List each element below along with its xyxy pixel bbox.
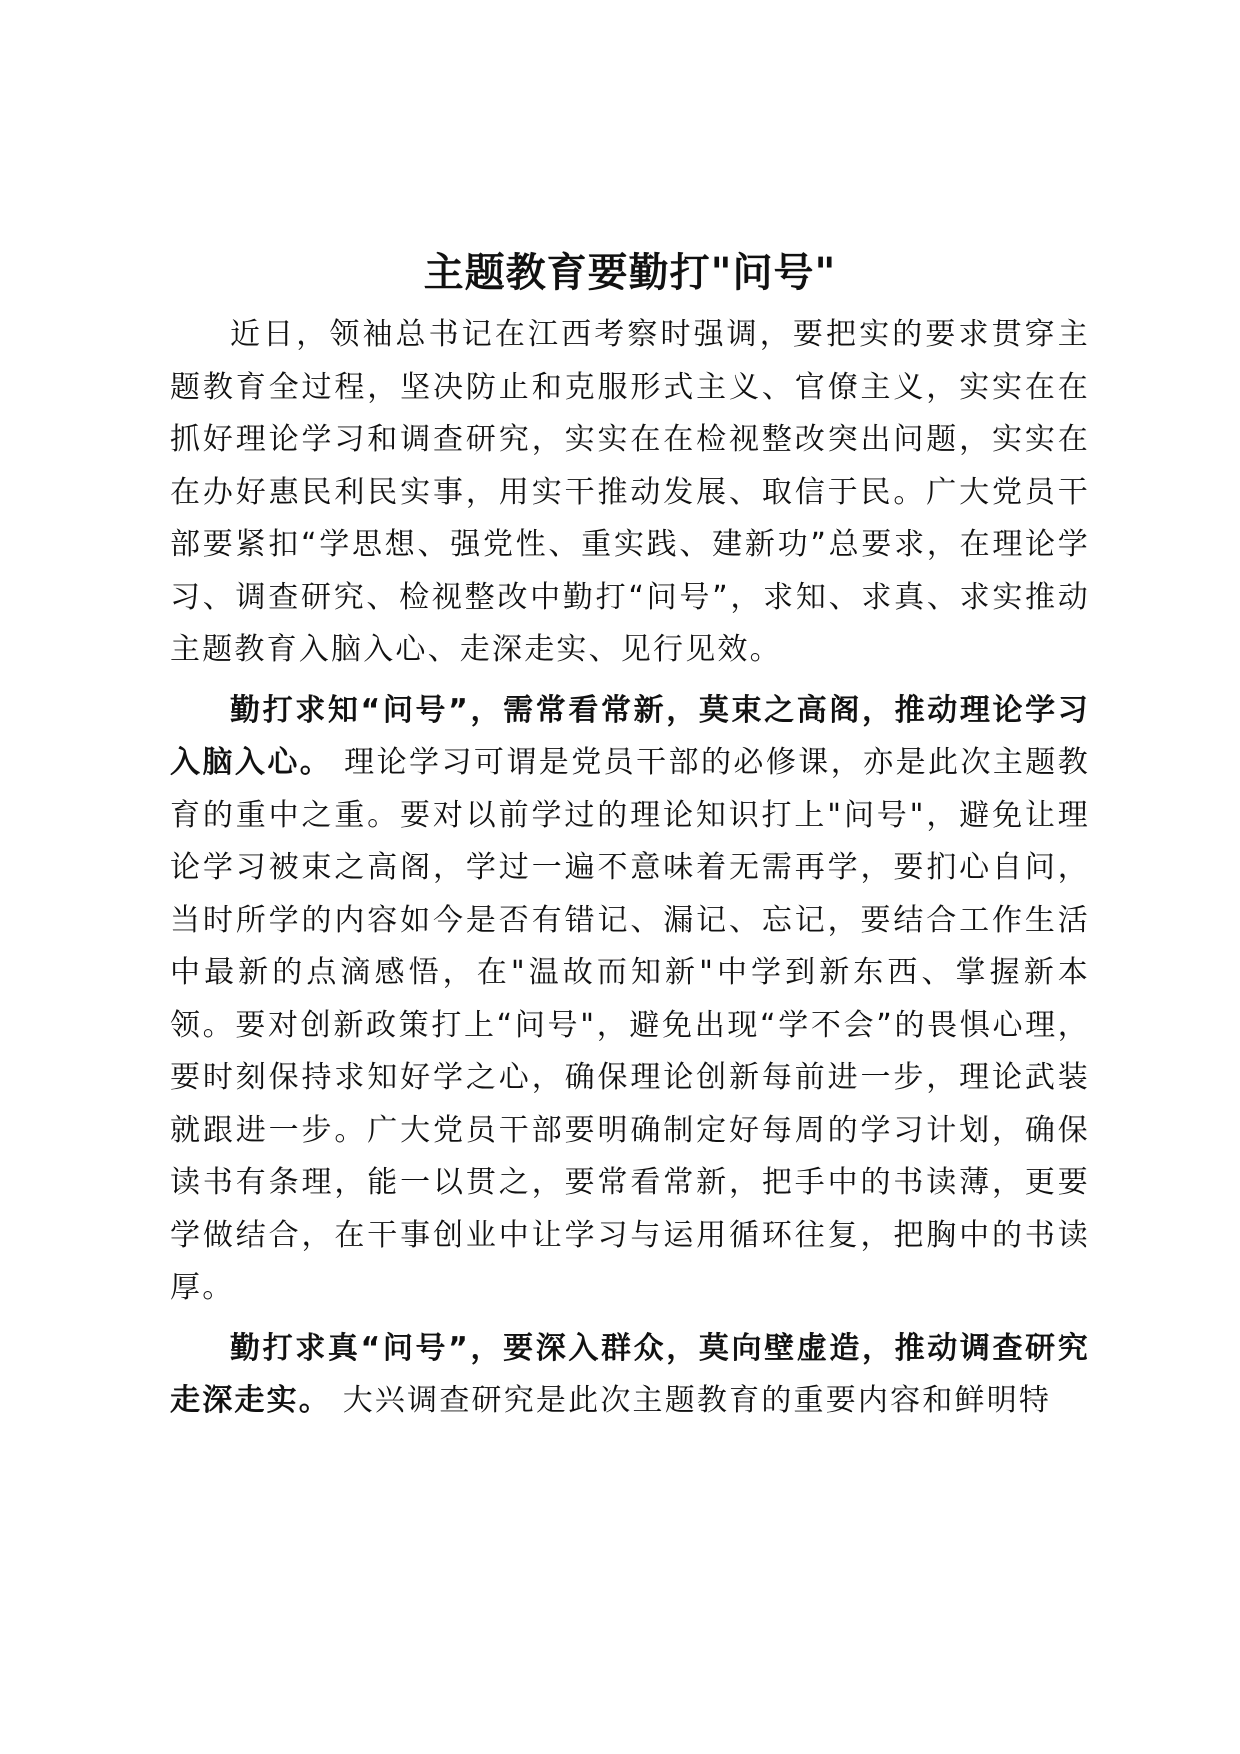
section-lead-knowledge: 勤打求知“问号”，需常看常新，莫束之高阁，推动理论学习入脑入心。 [170, 692, 1090, 780]
section-body-truth: 大兴调查研究是此次主题教育的重要内容和鲜明特 [331, 1383, 1052, 1418]
article-title: 主题教育要勤打"问号" [423, 250, 837, 296]
intro-paragraph: 近日，领袖总书记在江西考察时强调，要把实的要求贯穿主题教育全过程，坚决防止和克服形式主义、官僚主义，实实在在抓好理论学习和调查研究，实实在在检视整改突出问题，实实在在办好惠民利民实事，用实干推动发展、取信于民。广大党员干部要紧扣“学思想、强党性、重实践、建新功”总要求，在理论学习、调查研究、检视整改中勤打“问号”，求知、求真、求实推动主题教育入脑入心、走深走实、见行见效。 [170, 317, 1090, 667]
section-lead-truth: 勤打求真“问号”，要深入群众，莫向壁虚造，推动调查研究走深走实。 [170, 1330, 1090, 1418]
section-paragraph-knowledge [170, 685, 1090, 1315]
section-body-knowledge: 理论学习可谓是党员干部的必修课，亦是此次主题教育的重中之重。要对以前学过的理论知识打上"问号"，避免让理论学习被束之高阁，学过一遍不意味着无需再学，要扪心自问，当时所学的内容如今是否有错记、漏记、忘记，要结合工作生活中最新的点滴感悟，在"温故而知新"中学到新东西、掌握新本领。要对创新政策打上“问号"，避免出现“学不会”的畏惧心理，要时刻保持求知好学之心，确保理论创新每前进一步，理论武装就跟进一步。广大党员干部要明确制定好每周的学习计划，确保读书有条理，能一以贯之，要常看常新，把手中的书读薄，更要学做结合，在干事创业中让学习与运用循环往复，把胸中的书读厚。 [170, 745, 1091, 1305]
section-paragraph-truth [170, 1323, 1090, 1428]
article [170, 245, 1090, 1428]
